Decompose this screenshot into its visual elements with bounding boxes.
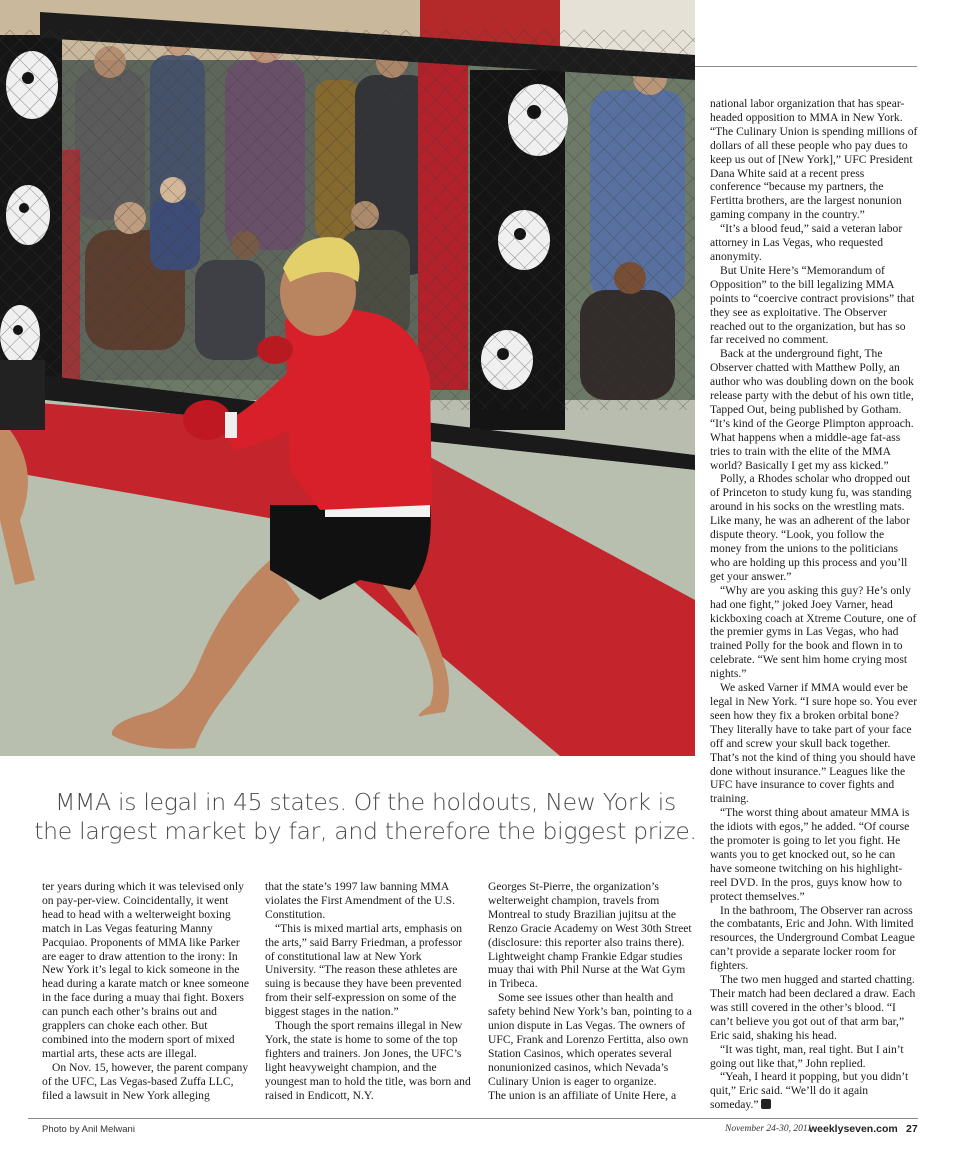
right-paragraph-11: “It was tight, man, real tight. But I ain’t going out like that,” John replied. bbox=[710, 1042, 904, 1070]
pull-quote-line-2: the largest market by far, and therefore the biggest prize. bbox=[34, 817, 697, 845]
bottom-rule bbox=[28, 1118, 918, 1119]
right-paragraph-10: The two men hugged and started chatting. Their match had been declared a draw. Each was still covered in the other’s blood. “I can’t believe you got out of that arm bar,” Eric said, shaking his head. bbox=[710, 973, 916, 1042]
right-paragraph-6: “Why are you asking this guy? He’s only had one fight,” joked Joey Varner, head kickboxing coach at Xtreme Couture, one of the premier gyms in Las Vegas, who had trained Polly for the book and flown in to celebrate. “We sent him home crying most nights.” bbox=[710, 583, 917, 681]
bottom-column-2 bbox=[265, 880, 473, 1103]
col3-paragraph-3: The union is an affiliate of Unite Here, a bbox=[488, 1088, 677, 1102]
fight-photo bbox=[0, 0, 695, 756]
col2-paragraph-1: that the state’s 1997 law banning MMA violates the First Amendment of the U.S. Constitution. bbox=[265, 880, 455, 921]
site-link[interactable]: weeklyseven.com bbox=[809, 1123, 898, 1135]
right-paragraph-12: “Yeah, I heard it popping, but you didn’t quit,” Eric said. “We’ll do it again someday.” bbox=[710, 1070, 909, 1112]
col1-paragraph-2: On Nov. 15, however, the parent company of the UFC, Las Vegas-based Zuffa LLC, filed a lawsuit in New York alleging bbox=[42, 1060, 249, 1102]
col2-paragraph-2: “This is mixed martial arts, emphasis on the arts,” said Barry Friedman, a professor of constitutional law at New York University. “The reason these athletes are suing is because they have been prevented from their self-expression on some of the biggest stages in the nation.” bbox=[265, 921, 463, 1019]
col3-paragraph-2: Some see issues other than health and safety behind New York’s ban, pointing to a union dispute in Las Vegas. The owners of UFC, Frank and Lorenzo Fertitta, also own Station Casinos, which operates several nonunionized casinos, which Nevada’s Culinary Union is eager to organize. bbox=[488, 991, 692, 1088]
bottom-column-3 bbox=[488, 880, 696, 1103]
right-paragraph-9: In the bathroom, The Observer ran across the combatants, Eric and John. With limited resources, the Underground Combat League can’t provide a separate locker room for fighters. bbox=[710, 903, 915, 973]
bottom-column-1 bbox=[42, 880, 250, 1103]
photo-illustration bbox=[0, 0, 695, 756]
page-number: 27 bbox=[906, 1123, 918, 1135]
top-rule bbox=[695, 66, 917, 67]
pull-quote bbox=[0, 788, 731, 846]
col2-paragraph-3: Though the sport remains illegal in New York, the state is home to some of the top fighters and trainers. Jon Jones, the UFC’s light heavyweight champion, and the youngest man to hold the title, was born and raised in Endicott, N.Y. bbox=[265, 1019, 471, 1102]
end-mark-icon bbox=[761, 1099, 771, 1109]
right-paragraph-8: “The worst thing about amateur MMA is the idiots with egos,” he added. “Of course the promoter is going to let you fight. He wants you to get knocked out, so he can have someone twitching on his highlight-reel DVD. In the pros, guys know how to protect themselves.” bbox=[710, 806, 910, 903]
right-paragraph-2: “It’s a blood feud,” said a veteran labor attorney in Las Vegas, who requested anonymity. bbox=[710, 222, 903, 263]
right-paragraph-4: Back at the underground fight, The Observer chatted with Matthew Polly, an author who was doubling down on the book release party with the debut of his own title, Tapped Out, being published by Gotham. “It’s kind of the George Plimpton approach. What happens when a middle-age fat-ass tries to train with the elite of the MMA world? Basically I get my ass kicked.” bbox=[710, 347, 914, 472]
right-column bbox=[710, 97, 918, 1112]
right-paragraph-5: Polly, a Rhodes scholar who dropped out of Princeton to study kung fu, was standing around in his socks on the wrestling mats. Like many, he was an adherent of the labor dispute theory. “Look, you follow the money from the unions to the politicians who are holding up this process and you’ll get your answer.” bbox=[710, 472, 912, 583]
right-paragraph-7: We asked Varner if MMA would ever be legal in New York. “I sure hope so. You ever seen how they fix a broken orbital bone? They literally have to take part of your face off and screw your skull back together. That’s not the kind of thing you should have done without insurance.” Leagues like the UFC have insurance to cover fights and training. bbox=[710, 681, 918, 806]
col3-paragraph-1: Georges St-Pierre, the organization’s welterweight champion, travels from Montreal to study Brazilian jujitsu at the Renzo Gracie Academy on West 30th Street (disclosure: this reporter also trains there). Lightweight champ Frankie Edgar studies muay thai with Phil Nurse at the Wat Gym in Tribeca. bbox=[488, 880, 692, 991]
right-paragraph-3: But Unite Here’s “Memorandum of Opposition” to the bill legalizing MMA points to “coercive contract provisions” that they see as exploitative. The Observer reached out to the organization, but has so far received no comment. bbox=[710, 263, 915, 347]
issue-date: November 24-30, 2011 bbox=[725, 1124, 812, 1134]
photo-credit: Photo by Anil Melwani bbox=[42, 1124, 135, 1135]
col1-paragraph-1: ter years during which it was televised only on pay-per-view. Coincidentally, it went head to head with a welterweight boxing match in Las Vegas featuring Manny Pacquiao. Proponents of MMA like Parker are eager to draw attention to the irony: In New York it’s legal to kick someone in the head during a karate match or knee someone in the face during a muay thai fight. Boxers can punch each other’s brains out and grapplers can choke each other. But combined into the modern sport of mixed martial arts, these acts are illegal. bbox=[42, 880, 249, 1060]
right-paragraph-1: national labor organization that has spear-headed opposition to MMA in New York. “The Culinary Union is spending millions of dollars of all these people who pay dues to keep us out of [New York],” UFC President Dana White said at a recent press conference “because my partners, the Fertitta brothers, are the largest nonunion gaming company in the country.” bbox=[710, 97, 918, 222]
pull-quote-line-1: MMA is legal in 45 states. Of the holdouts, New York is bbox=[55, 788, 676, 816]
